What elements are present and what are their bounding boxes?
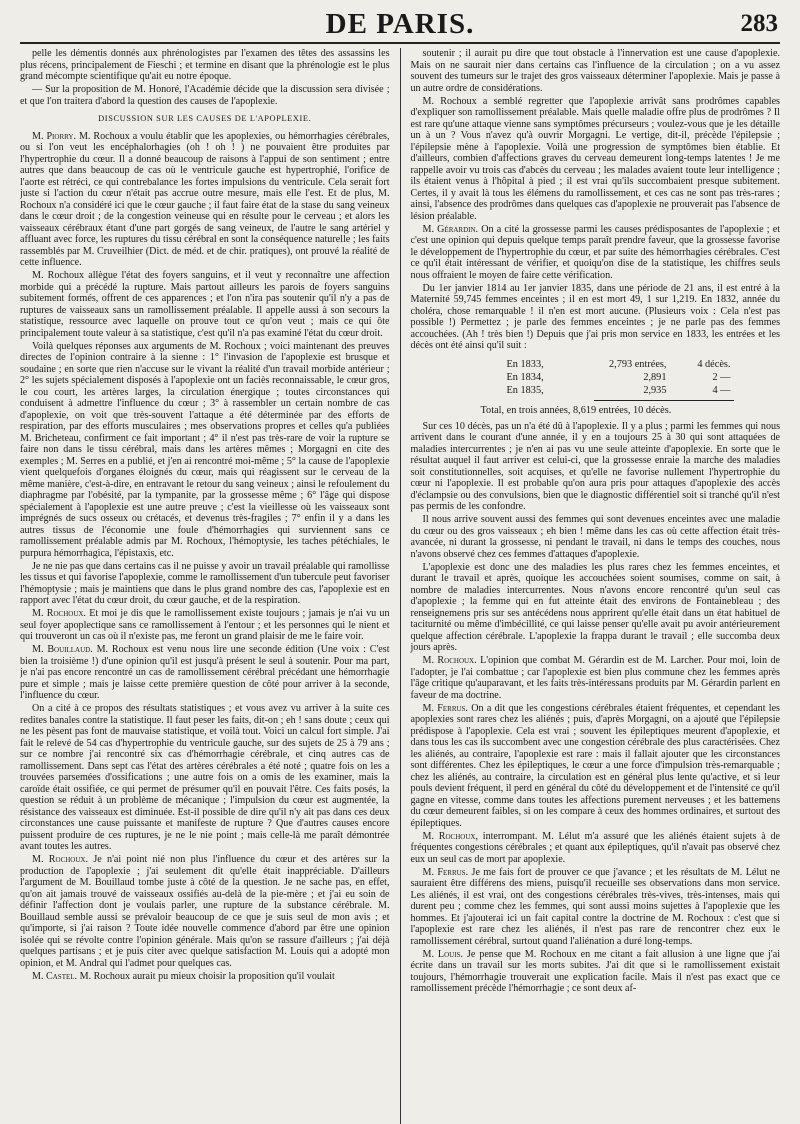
paragraph-text: Je pense que M. Rochoux en me citant a fait allusion à une ligne que j'ai écrite dans un travail sur les morts subites. J'ai dit que si le ramollissement existait toujours, l'hémorrhagie trouverait une explication facile. Mais il n'est pas exact que ce ramollissement précède l'hémorrhagie ; ce sont deux af- bbox=[410, 948, 780, 994]
paragraph-text: On a cité la grossesse parmi les causes prédisposantes de l'apoplexie ; et c'est une opinion qui depuis quelque temps paraît prendre faveur, que la grossesse favorise le développement de l'hypertrophie du cœur, et par suite des hémorrhagies cérébrales. C'est ce qu'il était intéressant de vérifier, et quoiqu'on dise de la statistique, les chiffres seuls nous offraient le moyen de faire cette vérification. bbox=[410, 223, 780, 281]
section-heading: DISCUSSION SUR LES CAUSES DE L'APOPLEXIE. bbox=[98, 114, 312, 123]
stats-row bbox=[410, 371, 780, 384]
paragraph: Il nous arrive souvent aussi des femmes qui sont devenues enceintes avec une maladie du cœur ou des gros vaisseaux ; eh bien ! même dans les cas où cette affection était très-avancée, ni durant la grossesse, ni pendant le travail, ni dans le temps des couches, nous n'avons observé chez ces femmes d'attaques d'apoplexie. bbox=[410, 514, 780, 560]
stats-year: En 1835, bbox=[506, 384, 544, 396]
speaker-name: M. Piorry. bbox=[32, 130, 76, 142]
stats-total-rule bbox=[594, 400, 734, 401]
paragraph bbox=[20, 644, 390, 702]
paragraph bbox=[410, 655, 780, 701]
paragraph bbox=[410, 703, 780, 830]
paragraph bbox=[20, 608, 390, 643]
maternity-stats-table bbox=[410, 358, 780, 417]
paragraph-text: interrompant. M. Lélut m'a assuré que les aliénés étaient sujets à de fréquentes congestions cérébrales ; et quant aux épileptiques, qu'il n'avait pas observé chez eux un seul cas de mort par apoplexie. bbox=[410, 830, 780, 865]
paragraph: pelle les démentis donnés aux phrénologistes par l'examen des têtes des assassins les plus récens, principalement de Fieschi ; et termine en disant que la phrénologie est le plus grand mécompte scientifique qu'ait eu notre époque. bbox=[20, 48, 390, 82]
speaker-name: M. Ferrus. bbox=[422, 866, 469, 878]
page-number: 283 bbox=[740, 10, 778, 37]
paragraph: Du 1er janvier 1814 au 1er janvier 1835, dans une période de 21 ans, il est entré à la Maternité 59,745 femmes enceintes ; il en est mort 49, 1 sur 1,219. En 1832, année du choléra, chose remarquable ! il n'en est mort aucune. (Plusieurs voix : Cela n'est pas possible !) Permettez ; je parle des femmes enceintes ; je ne parle pas des femmes accouchées. (Ah ! très bien !) Depuis que j'ai pris mon service en 1833, les entrées et les décès ont été ainsi qu'il suit : bbox=[410, 282, 780, 351]
paragraph bbox=[20, 971, 390, 983]
left-column bbox=[20, 48, 400, 1124]
running-head bbox=[20, 6, 780, 44]
speaker-name: M. Rochoux. bbox=[32, 854, 88, 865]
paragraph-text: Je n'ai point nié non plus l'influence du cœur et des artères sur la production de l'apoplexie ; j'ai seulement dit qu'elle était inappréciable. D'ailleurs l'argument de M. Bouillaud tombe juste à côté de la question. Je ne sache pas, en effet, qu'on ait jamais trouvé de vaisseaux ossifiés au-delà de la pie-mère ; et j'ai eu soin de définir l'affection dont je voulais parler, une rupture de la substance cérébrale. M. Bouillaud semble aussi se prévaloir beaucoup de ce que je suis seul de mon avis ; et qu'importe, si j'ai raison ? Toute idée nouvelle commence d'abord par être une opinion isolée qui se révolte contre l'opinion générale. Mais qu'on se rassure d'ailleurs ; j'ai déjà quelques partisans ; et je puis citer avec quelque satisfaction M. Louis qui a adopté mon opinion, et M. Andral qui l'admet pour quelques cas. bbox=[20, 854, 390, 969]
paragraph: Je ne nie pas que dans certains cas il ne puisse y avoir un travail préalable qui ramollisse les tissus et qui favorise l'apoplexie, comme le ramollissement d'un tubercule peut favoriser l'hémoptysie ; mais je maintiens que dans le plus grand nombre des cas, l'apoplexie est en rapport avec l'état du cœur droit, du cœur gauche, et de la respiration. bbox=[20, 560, 390, 606]
speaker-name: M. Ferrus. bbox=[422, 702, 468, 714]
paragraph: Sur ces 10 décès, pas un n'a été dû à l'apoplexie. Il y a plus ; parmi les femmes qui nous arrivent dans le courant d'une année, il y en a toujours 25 à 30 qui sont attaquées de maladies intercurrentes ; je n'en ai pas vu une seule atteinte d'apoplexie. En sorte que le résultat auquel il faut arriver est celui-ci, que la grossesse enraie la marche des maladies soit constitutionnelles, soit acquises, et qu'elle ne favorise nullement l'hypertrophie du cœur ni l'apoplexie. Il est probable qu'on aura pris pour attaques d'apoplexie des accès d'éclampsie ou des convulsions, bien que le diagnostic différentiel soit si tranché qu'il n'est pas permis de les confondre. bbox=[410, 420, 780, 512]
paragraph: On a cité à ce propos des résultats statistiques ; et vous avez vu arriver à la suite ces redites banales contre la statistique. Il faut peser les faits, dit-on ; eh ! sans doute ; ceux qui ne les pèsent pas font de mauvaise statistique, et voilà tout. Voici un calcul fort simple. J'ai fait le relevé de 54 cas d'hypertrophie du ventricule gauche, sur des sujets de 25 à 79 ans ; sur ce nombre j'ai rencontré six cas d'hémorrhagie cérébrale, et cinq autres cas de ramollissement. Dans sept cas l'état des artères cérébrales a été noté ; quatre fois on les a trouvées parsemées d'ossifications ; une autre fois on a omis de les examiner, mais la caroïde était ossifiée, ce qui permet de présumer qu'il en pouvait l'être. Ces faits posés, la question se réduit à un problème de mécanique ; l'impulsion du cœur est augmentée, la résistance des vaisseaux est diminuée. Est-il possible de dire qu'il n'y ait pas dans ces deux circonstances une cause puissante et manifeste de rupture ? Que d'autres causes encore puissent produire de ces ruptures, je ne le nie point ; mais celle-là me paraît démontrée avant toutes les autres. bbox=[20, 703, 390, 852]
paragraph-text: Je me fais fort de prouver ce que j'avance ; et les résultats de M. Lélut ne sauraient être différens des miens, puisqu'il recueille ses observations dans mon service. Les aliénés, il est vrai, ont des congestions cérébrales très-vives, très-intenses, mais qui durent peu ; comme chez les femmes, qui sont aussi moins sujettes à l'apoplexie que les hommes. Et j'ajouterai ici un fait capital contre la doctrine de M. Rochoux : c'est que si l'apoplexie est rare chez les aliénés, il n'est pas rare de rencontrer chez eux le ramollissement cérébral, surtout quand l'aliénation a duré long-temps. bbox=[410, 866, 780, 947]
paragraph-text: M. Rochoux a voulu établir que les apoplexies, ou hémorrhagies cérébrales, ou si l'on veut les encéphalorhagies (oh ! oh ! ) ne pouvaient être produites par l'hypertrophie du cœur. Il a donné beaucoup de raisons à l'appui de son sentiment ; entre autres que dans beaucoup de cas où le ventricule gauche est hypertrophié, l'orifice de l'aorte est rétréci, ce qui contrebalance les fortes impulsions du ventricule. Cela serait fort juste si l'action du cœur n'était pas accrue outre mesure, mais elle l'est. Et de plus, M. Rochoux n'a considéré ici que le cœur gauche ; il faut faire état de la stase du sang veineux dans le cœur droit ; de la congestion veineuse qui en résulte pour le cerveau ; et alors les vaisseaux cérébraux étant d'une part gorgés de sang veineux, de l'autre le sang artériel y affluant avec force, les ruptures du tissu cérébral en sont la conséquence naturelle ; les faits rassemblés par M. Cruveilhier (Dict. de méd. et de chir. pratiques), ont prouvé la réalité de cette influence. bbox=[20, 130, 390, 268]
stats-year: En 1833, bbox=[506, 358, 544, 370]
columns bbox=[20, 48, 780, 1124]
speaker-name: M. Rochoux, bbox=[422, 830, 478, 842]
paragraph-text: Et moi je dis que le ramollissement existe toujours ; jamais je n'ai vu un seul foyer apoplectique sans ce ramollissement à l'entour ; et les personnes qui le nient et qui trouveront un cas où il n'existe pas, me feront un grand plaisir de me le faire voir. bbox=[20, 608, 390, 642]
stats-entries: 2,891 bbox=[643, 371, 667, 383]
speaker-name: M. Gérardin. bbox=[422, 223, 479, 235]
paragraph-text: L'opinion que combat M. Gérardin est de M. Larcher. Pour moi, loin de l'adopter, je l'ai combattue ; car l'apoplexie est bien plus commune chez les femmes après l'âge critique qu'auparavant, et les faits très-intéressans produits par M. Gérardin parlent en faveur de ma doctrine. bbox=[410, 655, 780, 701]
paragraph: Voilà quelques réponses aux arguments de M. Rochoux ; voici maintenant des preuves directes de l'opinion contraire à la sienne : 1° l'invasion de l'apoplexie est brusque et soudaine ; en sorte que rien n'accuse sur le vivant la réalité d'un travail morbide antérieur ; 2° les sujets spécialement disposés à l'apoplexie ont un faciès reconnaissable, le cœur gros, le cou court, les artères larges, la circulation énergique ; toutes circonstances qui conduisent à admettre l'influence du cœur ; 3° à rassembler un certain nombre de cas d'apoplexie, on voit que très-souvent l'attaque a été déterminée par des efforts de respiration, par des efforts musculaires ; mes observations propres et celles qu'a publiées M. Bricheteau, confirment ce fait important ; 4° il n'est pas très-rare de voir la rupture se faire non dans le tissu cérébral, mais dans les artères mêmes ; Morgagni en cite des exemples ; M. Serres en a publié, et j'en ai rencontré moi-même ; 5° la cause de l'apoplexie vient quelquefois d'organes éloignés du cœur, mais qui réagissent sur le cerveau de la même manière, c'est-à-dire, en entravant le retour du sang veineux ; ainsi le refoulement du diaphragme par l'obésité, par la tympanite, par la grossesse même ; 6° l'âge qui dispose spécialement à l'apoplexie est une autre preuve ; c'est la vieillesse où les vaisseaux sont imprégnés de sucs osseux ou crétacés, et devenus très-fragiles ; 7° enfin il y a dans les autres tissus de l'économie une foule d'hémorrhagies qui surviennent sans ce ramollissement préalable admis par M. Rochoux, l'hémoptysie, les taches pétéchiales, le purpura hémorrhagica, l'épistaxis, etc. bbox=[20, 340, 390, 559]
paragraph bbox=[410, 867, 780, 948]
stats-deaths: 2 — bbox=[712, 371, 731, 383]
paragraph: — Sur la proposition de M. Honoré, l'Académie décide que la discussion sera divisée ; et que l'on traitera d'abord la question des causes de l'apoplexie. bbox=[20, 84, 390, 107]
page-title: DE PARIS. bbox=[325, 8, 475, 40]
paragraph bbox=[410, 831, 780, 866]
stats-total: Total, en trois années, 8,619 entrées, 10 décès. bbox=[480, 404, 672, 416]
stats-deaths: 4 décès. bbox=[697, 358, 731, 370]
stats-entries: 2,793 entrées, bbox=[609, 358, 667, 370]
paragraph bbox=[20, 854, 390, 969]
speaker-name: M. Bouillaud. bbox=[32, 644, 93, 655]
speaker-name: M. Rochoux. bbox=[422, 655, 477, 666]
paragraph bbox=[20, 131, 390, 269]
speaker-name: M. Castel. bbox=[32, 970, 78, 982]
paragraph-text: M. Rochoux aurait pu mieux choisir la proposition qu'il voulait bbox=[79, 970, 335, 982]
paragraph-text: M. Rochoux est venu nous lire une seconde édition (Une voix : C'est bien la troisième !) d'une opinion qu'il est jusqu'à présent le seul à soutenir. Pour ma part, je n'ai pas encore rencontré un cas de ramollissement cérébral précédant une hémorrhagie pure et simple ; mais je laisse cette première question de côté pour arriver à la seconde, l'influence du cœur. bbox=[20, 644, 390, 701]
right-column bbox=[400, 48, 780, 1124]
stats-deaths: 4 — bbox=[712, 384, 731, 396]
paragraph bbox=[410, 224, 780, 282]
paragraph: L'apoplexie est donc une des maladies les plus rares chez les femmes enceintes, et durant le travail et après, quoique les accouchées soient soumises, comme on sait, à nombre de maladies intercurrentes. Nous n'avons encore rencontré qu'un seul cas d'apoplexie ; la femme qui en fut atteinte était des environs de Fontainebleau ; des renseignemens pris sur ses antécédens nous apprirent qu'elle était dans un état habituel de taciturnité ou même d'imbécillité, ce qui laisse penser qu'elle avait pu avoir antérieurement quelque affection cérébrale. L'apoplexie la frappa durant le travail ; elle succomba deux jours après. bbox=[410, 561, 780, 653]
paragraph bbox=[410, 949, 780, 995]
paragraph-text: On a dit que les congestions cérébrales étaient fréquentes, et cependant les apoplexies sont rares chez les aliénés ; puis, d'après Morgagni, on a ajouté que l'épilepsie prédispose à l'apoplexie. Cela est vrai ; souvent les épileptiques meurent d'apoplexie, et dans tous les cas ils succombent avec une congestion cérébrale des plus caractérisées. Chez les aliénés, au contraire, l'apoplexie est rare : mais il fallait ajouter que les circonstances sont différentes. Chez les épileptiques, le cœur a une force d'impulsion très-remarquable ; chez les aliénés, au contraire, la circulation est en général plus lente qu'active, et si leur pouls devient fréquent, il perd en général du côté du développement et de l'intensité ce qu'il gagne en vitesse, comme dans toutes les affections purement nerveuses ; et les battemens du cœur demeurent faibles, si on les compare à ceux des hommes ordinaires, et surtout des épileptiques. bbox=[410, 702, 780, 829]
speaker-name: M. Rochoux. bbox=[32, 608, 86, 619]
stats-row bbox=[410, 358, 780, 371]
paragraph: M. Rochoux allègue l'état des foyers sanguins, et il veut y reconnaître une affection morbide qui a précédé la rupture. Mais partout ailleurs les parois de foyers sanguins subitement formés, offrent de ces apparences ; et l'on n'ira pas soutenir qu'il n'y a pas de ruptures de vaisseaux sans un ramollissement préalable. Il appelle aussi à son secours la statistique, ressource avec laquelle on prouve tout ce qu'on veut ; mais ce qui ôte principalement toute valeur à sa statistique, c'est qu'il n'a pas examiné l'état du cœur droit. bbox=[20, 270, 390, 339]
stats-year: En 1834, bbox=[506, 371, 544, 383]
stats-entries: 2,935 bbox=[643, 384, 667, 396]
stats-row bbox=[410, 384, 780, 397]
paragraph: M. Rochoux a semblé regretter que l'apoplexie arrivât sans prodrômes capables d'expliquer son ramollissement préalable. Mais quelle maladie offre plus de prodrômes ? Il est rare qu'une attaque vienne sans symptômes précurseurs ; voulez-vous que je les détaille un à un ? Vous n'avez qu'à ouvrir Morgagni. Le vertige, dit-il, précède l'épilepsie ; l'épilepsie mène à l'apoplexie. Voilà une progression de symptômes bien établie. Et d'ailleurs, combien d'affections graves du cerveau demeurent long-temps latentes ! Je me rappelle avoir vu trois cas d'abcès du cerveau ; les malades avaient toute leur intelligence ; ils étaient venus à l'hôpital à pied ; il est vrai qu'ils succombaient presque subitement. Certes, il y avait là tous les élémens du ramollissement, et ces cas ne sont pas très-rares ; ainsi, l'absence des prodrômes dans quelques cas d'apoplexie ne prouverait pas l'absence de lésion préalable. bbox=[410, 95, 780, 222]
paragraph: soutenir ; il aurait pu dire que tout obstacle à l'innervation est une cause d'apoplexie. Mais on ne saurait nier dans certains cas l'influence de la circulation ; on a vu assez souvent des tumeurs sur le trajet des gros vaisseaux déterminer l'apoplexie. Mais je passe à un autre ordre de considérations. bbox=[410, 48, 780, 94]
speaker-name: M. Louis. bbox=[422, 948, 463, 960]
